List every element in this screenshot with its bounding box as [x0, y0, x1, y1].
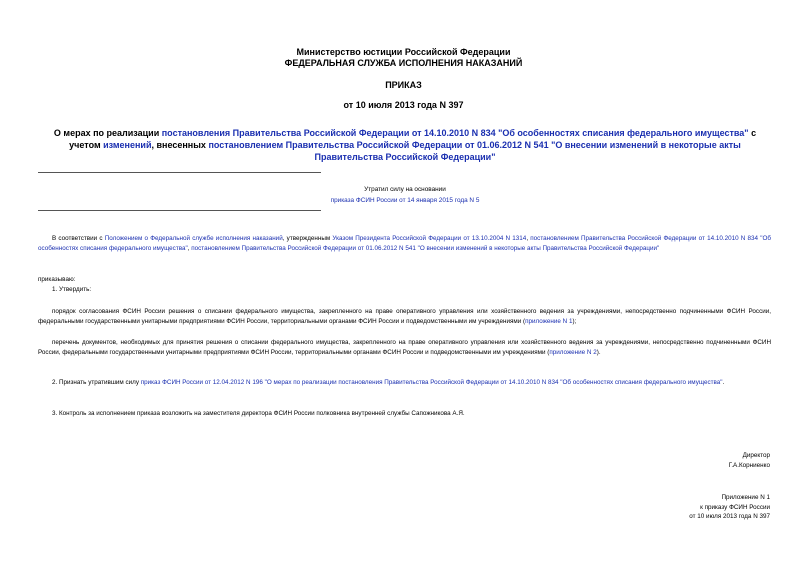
status-note: [260, 184, 550, 206]
doc-date-number: от 10 июля 2013 года N 397: [343, 100, 464, 110]
item-2-text: 2. Признать утратившим силу: [52, 379, 141, 386]
link-order-196[interactable]: приказ ФСИН России от 12.04.2012 N 196 "О мерах по реализации постановления Правительства Российской Федерации от 14.10.2010 N 834 "Об особенностях списания федерального имущества": [140, 379, 723, 386]
title-text-3: , внесенных: [151, 140, 209, 150]
order-word: приказываю:: [38, 276, 76, 283]
item-1a-text: порядок согласования ФСИН России решения о списании федерального имущества, закрепленного на праве оперативного управления или хозяйственного ведения за учреждениями, непосредственно подчиненными ФСИН России, федеральными государственными унитарными предприятиями ФСИН России, территориальными органами ФСИН России и подведомственными им учреждениями (: [38, 308, 771, 325]
item-1b-paragraph: [38, 338, 771, 357]
title-link-postanovlenie-834[interactable]: постановления Правительства Российской Федерации от 14.10.2010 N 834 "Об особенностях списания федерального имущества": [161, 128, 749, 138]
item-3: 3. Контроль за исполнением приказа возложить на заместителя директора ФСИН России полковника внутренней службы Сапожникова А.Я.: [52, 410, 465, 417]
title-link-changes[interactable]: изменений: [103, 140, 152, 150]
link-fsin-regulation[interactable]: Положением о Федеральной службе исполнения наказаний: [104, 235, 283, 242]
ministry-name: Министерство юстиции Российской Федерации: [296, 47, 511, 57]
title-text-2: с учетом: [69, 128, 757, 150]
appendix-line-2: к приказу ФСИН России: [700, 503, 770, 511]
signature-name: Г.А.Корниенко: [728, 461, 770, 469]
appendix-heading: [689, 493, 770, 522]
item-1a-tail: );: [572, 317, 577, 325]
signature-position: Директор: [742, 452, 770, 459]
item-2-tail: .: [722, 379, 725, 386]
signature-block: [729, 451, 770, 470]
link-appendix-1[interactable]: приложение N 1: [525, 317, 573, 325]
item-1b-tail: ).: [596, 348, 601, 356]
item-1b-text: перечень документов, необходимых для принятия решения о списании федерального имущества, закрепленного на праве оперативного управления или хозяйственного ведения за учреждениями, непосредственно подчиненными ФСИН России, федеральными государственными унитарными предприятиями ФСИН России, территориальными органами ФСИН России и подведомственными им учреждениями (: [38, 339, 771, 356]
preamble-paragraph: [38, 234, 771, 253]
service-name: ФЕДЕРАЛЬНАЯ СЛУЖБА ИСПОЛНЕНИЯ НАКАЗАНИЙ: [284, 58, 523, 68]
status-note-link[interactable]: приказа ФСИН России от 14 января 2015 года N 5: [330, 197, 480, 204]
title-text-1: О мерах по реализации: [53, 128, 162, 138]
appendix-line-3: от 10 июля 2013 года N 397: [689, 513, 770, 521]
preamble-text-3: ,: [526, 235, 531, 242]
divider-bottom: [38, 210, 321, 211]
preamble-text-2: , утвержденным: [282, 235, 333, 242]
link-postanovlenie-541[interactable]: постановлением Правительства Российской Федерации от 01.06.2012 N 541 "О внесении изменений в некоторые акты Правительства Российской Федерации": [191, 244, 660, 252]
item-1: 1. Утвердить:: [52, 286, 92, 293]
link-postanovlenie-834[interactable]: постановлением Правительства Российской Федерации от 14.10.2010 N 834 "Об особенностях списания федерального имущества": [38, 235, 771, 252]
doc-type: ПРИКАЗ: [385, 80, 422, 90]
document-title: [40, 127, 770, 163]
link-appendix-2[interactable]: приложение N 2: [549, 348, 597, 356]
item-1a-paragraph: [38, 307, 771, 326]
appendix-line-1: Приложение N 1: [721, 494, 770, 501]
divider-top: [38, 172, 321, 173]
status-note-text: Утратил силу на основании: [364, 186, 446, 193]
link-president-decree-1314[interactable]: Указом Президента Российской Федерации от 13.10.2004 N 1314: [332, 235, 527, 242]
preamble-text-4: ,: [187, 244, 192, 252]
item-2-paragraph: [38, 378, 771, 388]
title-link-postanovlenie-541[interactable]: постановлением Правительства Российской Федерации от 01.06.2012 N 541 "О внесении изменений в некоторые акты Правительства Российской Федерации": [208, 140, 741, 162]
preamble-text-1: В соответствии с: [52, 235, 105, 242]
